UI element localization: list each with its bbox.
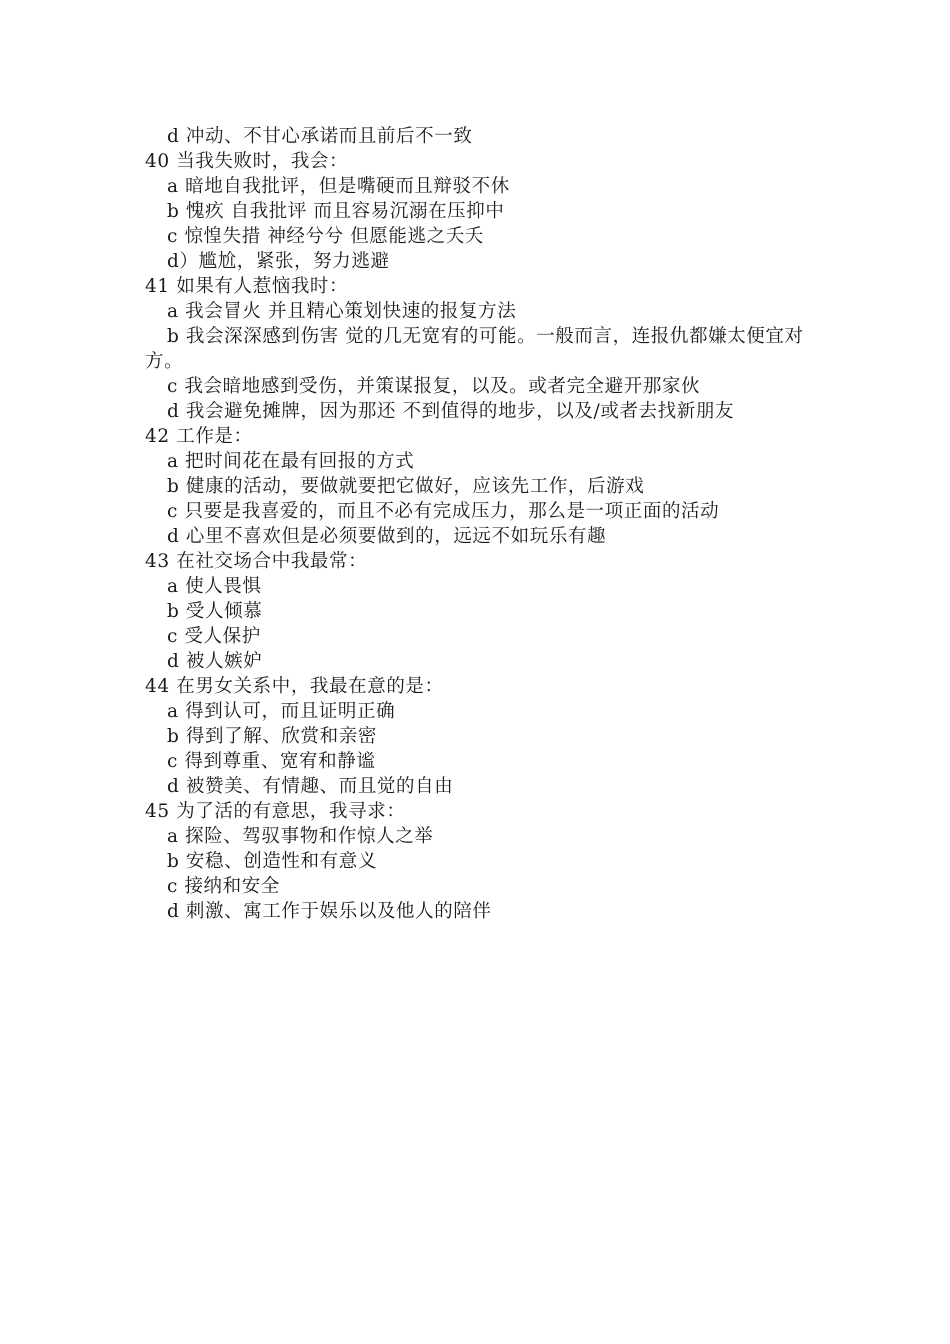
option-line: c 得到尊重、宽宥和静谧	[167, 751, 376, 772]
option-line: c 我会暗地感到受伤，并策谋报复，以及。或者完全避开那家伙	[167, 376, 701, 397]
option-line: b 健康的活动，要做就要把它做好，应该先工作，后游戏	[167, 476, 645, 497]
option-line: a 把时间花在最有回报的方式	[167, 451, 415, 472]
option-line: a 暗地自我批评，但是嘴硬而且辩驳不休	[167, 176, 510, 197]
option-line: d 我会避免摊牌，因为那还 不到值得的地步，以及/或者去找新朋友	[167, 401, 735, 422]
option-line: c 只要是我喜爱的，而且不必有完成压力，那么是一项正面的活动	[167, 501, 720, 522]
option-line: a 探险、驾驭事物和作惊人之举	[167, 826, 434, 847]
question-line: 42 工作是：	[145, 426, 253, 447]
option-line: b 安稳、创造性和有意义	[167, 851, 377, 872]
option-line: b 愧疚 自我批评 而且容易沉溺在压抑中	[167, 201, 505, 222]
option-line: a 使人畏惧	[167, 576, 262, 597]
question-line: 41 如果有人惹恼我时：	[145, 276, 349, 297]
question-line: 45 为了活的有意思，我寻求：	[145, 801, 406, 822]
option-line: d 冲动、不甘心承诺而且前后不一致	[167, 126, 473, 147]
option-line: a 得到认可，而且证明正确	[167, 701, 396, 722]
option-line: b 受人倾慕	[167, 601, 263, 622]
question-line: 40 当我失败时，我会：	[145, 151, 349, 172]
question-line: 44 在男女关系中，我最在意的是：	[145, 676, 444, 697]
option-line: a 我会冒火 并且精心策划快速的报复方法	[167, 301, 517, 322]
option-line: c 惊惶失措 神经兮兮 但愿能逃之夭夭	[167, 226, 484, 247]
option-line: b 我会深深感到伤害 觉的几无宽宥的可能。一般而言，连报仇都嫌太便宜对方。	[145, 326, 804, 372]
option-line: c 受人保护	[167, 626, 261, 647]
question-line: 43 在社交场合中我最常：	[145, 551, 368, 572]
option-line: d 心里不喜欢但是必须要做到的，远远不如玩乐有趣	[167, 526, 607, 547]
option-line: d 被赞美、有情趣、而且觉的自由	[167, 776, 454, 797]
option-line: d 刺激、寓工作于娱乐以及他人的陪伴	[167, 901, 492, 922]
option-line: d 被人嫉妒	[167, 651, 263, 672]
option-line: c 接纳和安全	[167, 876, 280, 897]
option-line: d）尴尬，紧张，努力逃避	[167, 251, 390, 272]
questionnaire-body	[145, 124, 815, 924]
option-line: b 得到了解、欣赏和亲密	[167, 726, 377, 747]
